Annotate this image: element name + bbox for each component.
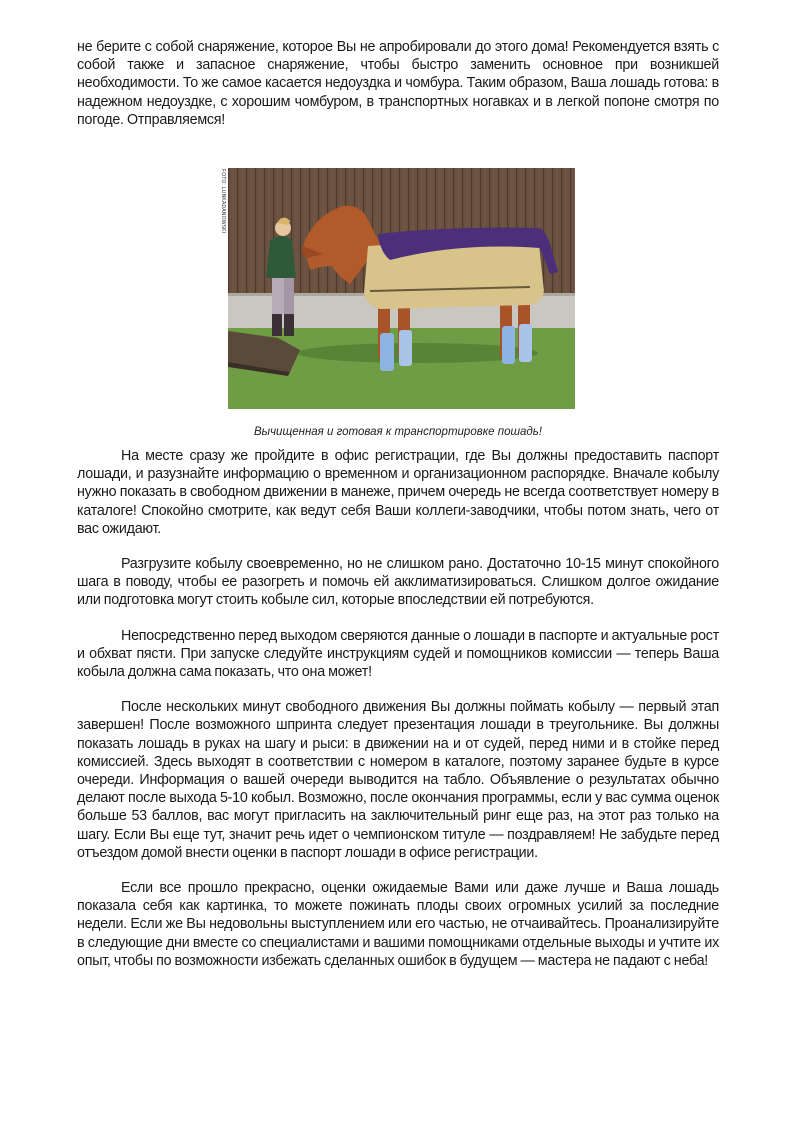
paragraph: После нескольких минут свободного движения Вы должны поймать кобылу — первый этап завершен! После возможного шпринта следует презентация лошади в треугольнике. Вы должны показать лошадь в руках на шагу и рыси: в движении на и от судей, перед ними и в стойке перед комиссией. Здесь выходят в соответствии с номером в каталоге, поэтому заранее будьте в курсе очереди. Информация о вашей очереди выводится на табло. Объявление о результатах обычно делают после выхода 5-10 кобыл. Возможно, после окончания программы, если у вас сумма оценок больше 53 баллов, вас могут пригласить на заключительный ринг еще раз, на этот раз только на шагу. Если Вы еще тут, значит речь идет о чемпионском титуле — поздравляем! Не забудьте перед отъездом домой внести оценки в паспорт лошади в офисе регистрации.: [77, 699, 719, 861]
paragraph-continued: не берите с собой снаряжение, которое Вы не апробировали до этого дома! Рекомендуется взять с собой также и запасное снаряжение, чтобы быстро заменить основное при возникшей необходимости. То же самое касается недоуздка и чомбура. Таким образом, Ваша лошадь готова: в надежном недоуздке, с хорошим чомбуром, в транспортных ногавках и в легкой попоне смотря по погоде. Отправляемся!: [77, 39, 719, 128]
paragraph: На месте сразу же пройдите в офис регистрации, где Вы должны предоставить паспорт лошади, и разузнайте информацию о временном и организационном распорядке. Вначале кобылу нужно показать в свободном движении в манеже, причем очередь не всегда соответствует номеру в каталоге! Спокойно смотрите, как ведут себя Ваши коллеги-заводчики, чтобы потом знать, чего от вас ожидают.: [77, 448, 719, 537]
paragraph: Разгрузите кобылу своевременно, но не слишком рано. Достаточно 10-15 минут спокойного шага в поводу, чтобы ее разогреть и помочь ей акклиматизироваться. Слишком долгое ожидание или подготовка могут стоить кобыле сил, которые впоследствии ей потребуются.: [77, 556, 719, 609]
horse-photo: [228, 168, 575, 409]
photo-credit: [217, 169, 227, 249]
paragraph: Если все прошло прекрасно, оценки ожидаемые Вами или даже лучше и Ваша лошадь показала себя как картинка, то можете пожинать плоды своих огромных усилий за последние недели. Если же Вы недовольны выступлением или его частью, не отчаивайтесь. Проанализируйте в следующие дни вместе со специалистами и вашими помощниками отдельные выходы и учтите их опыт, чтобы по возможности избежать сделанных ошибок в будущем — мастера не падают с неба!: [77, 880, 719, 969]
figure-caption: Вычищенная и готовая к транспортировке пошадь!: [253, 426, 543, 439]
document-page: [77, 38, 719, 970]
travel-boot: [380, 333, 394, 371]
paragraph: Непосредственно перед выходом сверяются данные о лошади в паспорте и актуальные рост и обхват пясти. При запуске следуйте инструкциям судей и помощников комиссии — теперь Ваша кобыла должна сама показать, что она может!: [77, 627, 719, 681]
photo-credit-text: FOTO: LUNKADANOWSKI: [220, 169, 226, 234]
horse-photo-illustration: [228, 168, 575, 409]
figure: [77, 129, 719, 447]
